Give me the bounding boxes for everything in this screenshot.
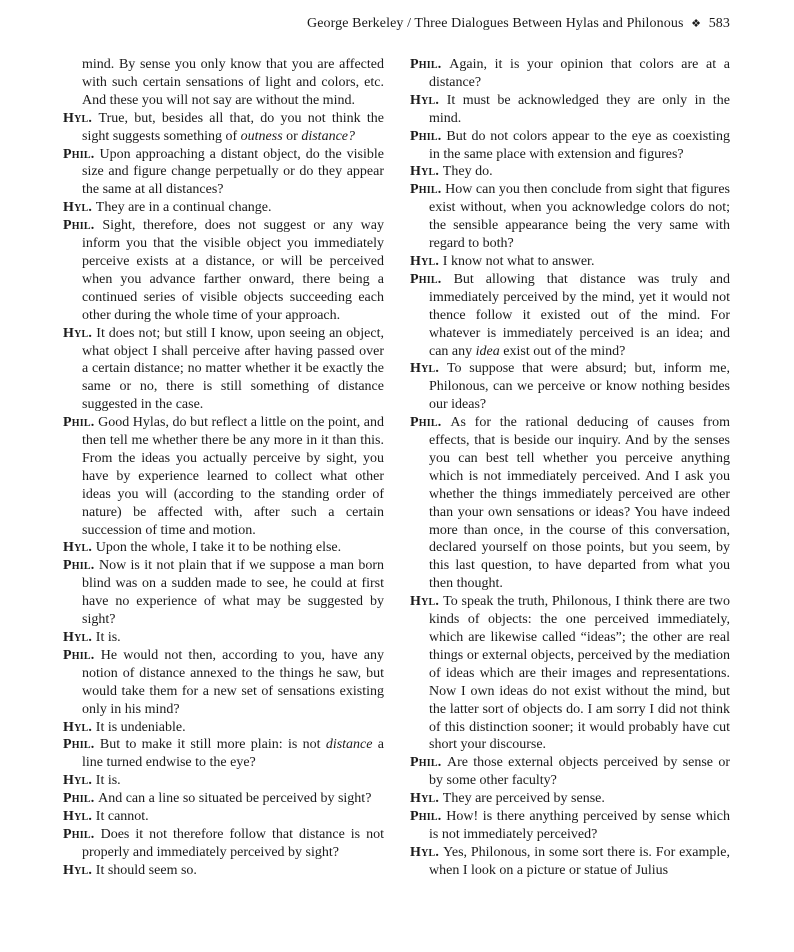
- speech-text: Sight, therefore, does not suggest or any way inform you that the visible object you immediately perceive exists at a distance, or will be perceived when you advance farther onward, there being a continued series of visible objects succeeding each other during the whole time of your approach.: [82, 218, 385, 323]
- speech-text: He would not then, according to you, have any notion of distance annexed to the things he saw, but would take them for a new set of sensations existing only in his mind?: [82, 647, 385, 717]
- speech-text: Yes, Philonous, in some sort there is. For example, when I look on a picture or statue of Julius: [429, 844, 731, 878]
- dialogue-paragraph: [410, 253, 730, 271]
- dialogue-paragraph: [410, 56, 730, 92]
- dialogue-paragraph: [63, 557, 384, 629]
- dialogue-paragraph: [410, 790, 730, 808]
- speaker-label: Phil.: [63, 146, 95, 162]
- speaker-label: Phil.: [63, 647, 95, 663]
- speaker-label: Phil.: [63, 737, 95, 753]
- speaker-label: Hyl.: [410, 361, 440, 377]
- dialogue-paragraph: [63, 629, 384, 647]
- speech-text: Good Hylas, do but reflect a little on the point, and then tell me whether there be any more in it than this. From the ideas you actually perceive by sight, you have by experience learned to collect what other ideas you will (according to the standing order of nature) be affected with, after such a certain succession of time and motion.: [82, 415, 384, 538]
- speaker-label: Phil.: [410, 182, 442, 198]
- speech-text: To suppose that were absurd; but, inform me, Philonous, can we perceive or know nothing besides our ideas?: [429, 361, 730, 413]
- dialogue-paragraph: [63, 826, 384, 862]
- dialogue-paragraph: [63, 110, 384, 146]
- speaker-label: Hyl.: [410, 594, 440, 610]
- speaker-label: Hyl.: [410, 253, 440, 269]
- speaker-label: Hyl.: [410, 791, 440, 807]
- speech-text: But allowing that distance was truly and immediately perceived by the mind, yet it would not thence follow it existed out of the mind. For whatever is immediately perceived is an idea; and can any idea exist out of the mind?: [429, 271, 730, 359]
- speaker-label: Phil.: [410, 271, 442, 287]
- dialogue-paragraph: [63, 790, 384, 808]
- speaker-label: Phil.: [63, 826, 95, 842]
- page-number: 583: [708, 16, 730, 31]
- speech-text: mind. By sense you only know that you are affected with such certain sensations of light and colors, etc. And these you will not say are without the mind.: [82, 57, 384, 108]
- diamond-bullet-icon: ❖: [691, 18, 702, 30]
- speaker-label: Hyl.: [63, 862, 93, 878]
- speech-text: It cannot.: [95, 809, 149, 825]
- dialogue-paragraph: [410, 181, 730, 253]
- dialogue-paragraph: [410, 844, 730, 880]
- speech-text: It is.: [95, 773, 121, 789]
- dialogue-paragraph: [63, 199, 384, 217]
- speech-text: It should seem so.: [95, 862, 197, 878]
- speech-text: It does not; but still I know, upon seeing an object, what object I shall perceive after having passed over a certain distance; no matter whether it be exactly the same or no, there is still something of distance suggested in the case.: [82, 325, 384, 413]
- speech-text: To speak the truth, Philonous, I think there are two kinds of objects: the one perceived immediately, which are likewise called “ideas”; the other are real things or external objects, perceived by the mediation of ideas which are their images and representations. Now I own ideas do not exist without the mind, but the latter sort of objects do. I am sorry I did not think of this distinction sooner; it would probably have cut short your discourse.: [429, 594, 730, 753]
- speaker-label: Hyl.: [63, 540, 93, 556]
- speaker-label: Phil.: [410, 809, 442, 825]
- speech-text: Now is it not plain that if we suppose a man born blind was on a sudden made to see, he could at first have no experience of what may be suggested by sight?: [82, 558, 385, 628]
- speech-text: True, but, besides all that, do you not think the sight suggests something of outness or distance?: [82, 110, 384, 144]
- speech-text: Upon the whole, I take it to be nothing else.: [95, 540, 342, 556]
- speech-text: Are those external objects perceived by sense or by some other faculty?: [429, 755, 731, 789]
- speech-text: It is undeniable.: [95, 719, 186, 735]
- speaker-label: Hyl.: [410, 164, 440, 180]
- speaker-label: Hyl.: [63, 719, 93, 735]
- speaker-label: Phil.: [63, 218, 95, 234]
- speaker-label: Phil.: [410, 57, 442, 72]
- running-head-title: George Berkeley / Three Dialogues Between Hylas and Philonous: [307, 16, 684, 31]
- speaker-label: Phil.: [410, 755, 442, 771]
- dialogue-paragraph: [63, 217, 384, 324]
- dialogue-paragraph: [63, 56, 384, 110]
- dialogue-paragraph: [410, 92, 730, 128]
- dialogue-paragraph: [63, 647, 384, 719]
- speaker-label: Phil.: [63, 558, 95, 574]
- speaker-label: Hyl.: [63, 325, 93, 341]
- speaker-label: Hyl.: [410, 92, 440, 108]
- speech-text: They do.: [442, 164, 493, 180]
- dialogue-paragraph: [410, 360, 730, 414]
- right-text-column: [410, 56, 730, 880]
- speech-text: I know not what to answer.: [442, 253, 595, 269]
- dialogue-paragraph: [63, 414, 384, 539]
- speaker-label: Hyl.: [410, 844, 440, 860]
- dialogue-paragraph: [63, 146, 384, 200]
- dialogue-paragraph: [410, 271, 730, 361]
- speaker-label: Phil.: [410, 415, 442, 431]
- dialogue-paragraph: [410, 128, 730, 164]
- dialogue-paragraph: [63, 808, 384, 826]
- dialogue-paragraph: [410, 808, 730, 844]
- speaker-label: Hyl.: [63, 809, 93, 825]
- speaker-label: Hyl.: [63, 110, 93, 126]
- dialogue-paragraph: [63, 862, 384, 880]
- dialogue-paragraph: [410, 163, 730, 181]
- speech-text: They are in a continual change.: [95, 200, 272, 216]
- speech-text: But do not colors appear to the eye as coexisting in the same place with extension and figures?: [429, 128, 730, 162]
- dialogue-paragraph: [63, 772, 384, 790]
- speech-text: How can you then conclude from sight that figures exist without, when you acknowledge colors do not; the sensible appearance being the very same with regard to both?: [429, 182, 730, 252]
- speaker-label: Phil.: [410, 128, 442, 144]
- dialogue-paragraph: [63, 325, 384, 415]
- dialogue-paragraph: [63, 539, 384, 557]
- speaker-label: Hyl.: [63, 773, 93, 789]
- speech-text: It must be acknowledged they are only in the mind.: [429, 92, 730, 126]
- speech-text: Again, it is your opinion that colors are at a distance?: [429, 57, 731, 90]
- speech-text: Does it not therefore follow that distance is not properly and immediately perceived by sight?: [82, 826, 384, 860]
- dialogue-paragraph: [410, 414, 730, 593]
- left-text-column: [63, 56, 384, 880]
- speech-text: Upon approaching a distant object, do the visible size and figure change perpetually or do they appear the same at all distances?: [82, 146, 384, 198]
- dialogue-paragraph: [63, 736, 384, 772]
- speech-text: And can a line so situated be perceived by sight?: [98, 791, 372, 807]
- dialogue-paragraph: [410, 754, 730, 790]
- speech-text: As for the rational deducing of causes from effects, that is beside our inquiry. And by the senses you can best tell whether you perceive anything which is not immediately perceived. And I ask you whether the things immediately perceived are other than your own sensations or ideas? You have indeed more than once, in the course of this conversation, declared yourself on those points, but you seem, by this last question, to have departed from what you then thought.: [429, 415, 731, 592]
- running-header: [307, 16, 730, 32]
- speech-text: It is.: [95, 630, 121, 645]
- dialogue-paragraph: [63, 719, 384, 737]
- speech-text: How! is there anything perceived by sense which is not immediately perceived?: [429, 809, 730, 842]
- speaker-label: Phil.: [63, 415, 95, 431]
- speaker-label: Phil.: [63, 791, 95, 807]
- dialogue-paragraph: [410, 593, 730, 754]
- speaker-label: Hyl.: [63, 630, 93, 645]
- speech-text: They are perceived by sense.: [442, 791, 605, 807]
- speaker-label: Hyl.: [63, 200, 93, 216]
- speech-text: But to make it still more plain: is not distance a line turned endwise to the eye?: [82, 737, 384, 771]
